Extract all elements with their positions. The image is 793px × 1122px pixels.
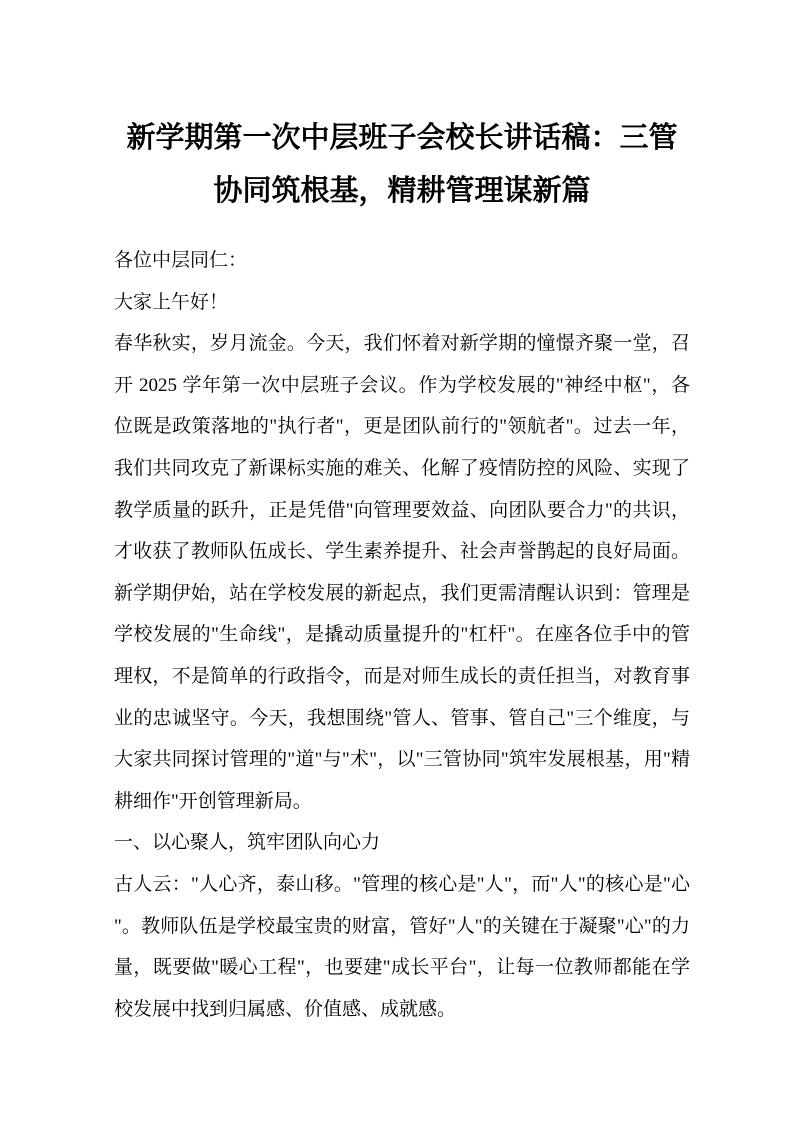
- paragraph-line: 教学质量的跃升，正是凭借"向管理要效益、向团队要合力"的共识，: [114, 499, 690, 521]
- paragraph-line: 耕细作"开创管理新局。: [114, 790, 312, 812]
- title-line: 新学期第一次中层班子会校长讲话稿：三管: [126, 122, 678, 154]
- document-body: [114, 240, 690, 1030]
- paragraph-line: "。教师队伍是学校最宝贵的财富，管好"人"的关键在于凝聚"心"的力: [114, 915, 690, 937]
- paragraph-line: 量，既要做"暖心工程"，也要建"成长平台"，让每一位教师都能在学: [114, 957, 690, 979]
- paragraph-line: 理权，不是简单的行政指令，而是对师生成长的责任担当，对教育事: [114, 665, 690, 687]
- title-line: 协同筑根基，精耕管理谋新篇: [213, 175, 591, 207]
- paragraph-line: 位既是政策落地的"执行者"，更是团队前行的"领航者"。过去一年，: [114, 416, 690, 438]
- greeting-line: 大家上午好！: [114, 291, 229, 313]
- paragraph-line: 才收获了教师队伍成长、学生素养提升、社会声誉鹊起的良好局面。: [114, 541, 690, 563]
- paragraph-line: 春华秋实，岁月流金。今天，我们怀着对新学期的憧憬齐聚一堂，召: [114, 333, 690, 355]
- paragraph-line: 业的忠诚坚守。今天，我想围绕"管人、管事、管自己"三个维度，与: [114, 707, 690, 729]
- paragraph-line: 学校发展的"生命线"，是撬动质量提升的"杠杆"。在座各位手中的管: [114, 624, 690, 646]
- paragraph-line: 校发展中找到归属感、价值感、成就感。: [114, 998, 457, 1020]
- salutation-line: 各位中层同仁：: [114, 250, 248, 271]
- paragraph-line: 开 2025 学年第一次中层班子会议。作为学校发展的"神经中枢"，各: [114, 374, 690, 396]
- paragraph-line: 大家共同探讨管理的"道"与"术"，以"三管协同"筑牢发展根基，用"精: [114, 749, 690, 771]
- paragraph-line: 我们共同攻克了新课标实施的难关、化解了疫情防控的风险、实现了: [114, 457, 690, 479]
- document-title: [114, 112, 690, 218]
- paragraph-line: 新学期伊始，站在学校发展的新起点，我们更需清醒认识到：管理是: [114, 582, 690, 604]
- section-heading: 一、以心聚人，筑牢团队向心力: [114, 832, 381, 854]
- paragraph-line: 古人云："人心齐，泰山移。"管理的核心是"人"，而"人"的核心是"心: [114, 873, 690, 895]
